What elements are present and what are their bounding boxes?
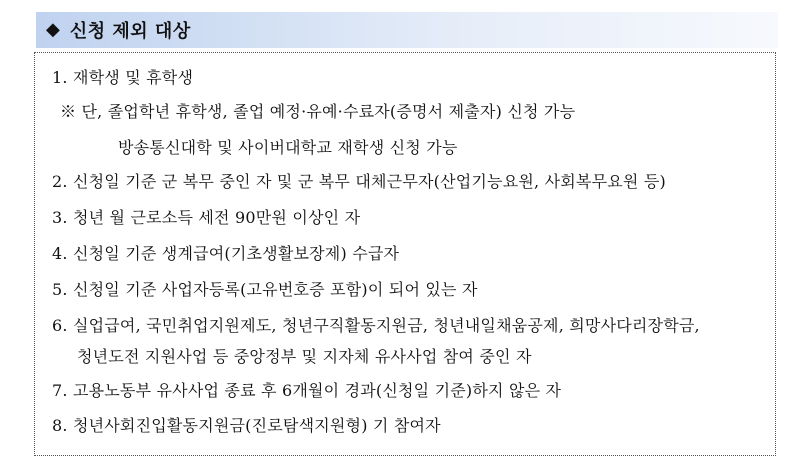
section-title: 신청 제외 대상	[69, 21, 191, 42]
list-item-1: 1. 재학생 및 휴학생	[52, 68, 194, 87]
list-item-2: 2. 신청일 기준 군 복무 중인 자 및 군 복무 대체근무자(산업기능요원, 사회복무요원 등)	[52, 172, 666, 191]
list-item-6: 6. 실업급여, 국민취업지원제도, 청년구직활동지원금, 청년내일채움공제, 희망사다리장학금,	[52, 316, 700, 335]
list-item-6-cont: 청년도전 지원사업 등 중앙정부 및 지자체 유사사업 참여 중인 자	[77, 347, 532, 366]
list-item-3: 3. 청년 월 근로소득 세전 90만원 이상인 자	[52, 208, 361, 227]
list-item-1-note-cont: 방송통신대학 및 사이버대학교 재학생 신청 가능	[118, 138, 458, 157]
list-item-8: 8. 청년사회진입활동지원금(진로탐색지원형) 기 참여자	[52, 416, 441, 435]
list-item-7: 7. 고용노동부 유사사업 종료 후 6개월이 경과(신청일 기준)하지 않은 자	[52, 381, 562, 400]
list-item-5: 5. 신청일 기준 사업자등록(고유번호증 포함)이 되어 있는 자	[52, 280, 478, 299]
diamond-bullet-icon: ◆	[46, 19, 60, 40]
section-header	[36, 12, 778, 48]
list-item-4: 4. 신청일 기준 생계급여(기초생활보장제) 수급자	[52, 244, 400, 263]
list-item-1-note: ※ 단, 졸업학년 휴학생, 졸업 예정·유예·수료자(증명서 제출자) 신청 가능	[60, 102, 576, 121]
